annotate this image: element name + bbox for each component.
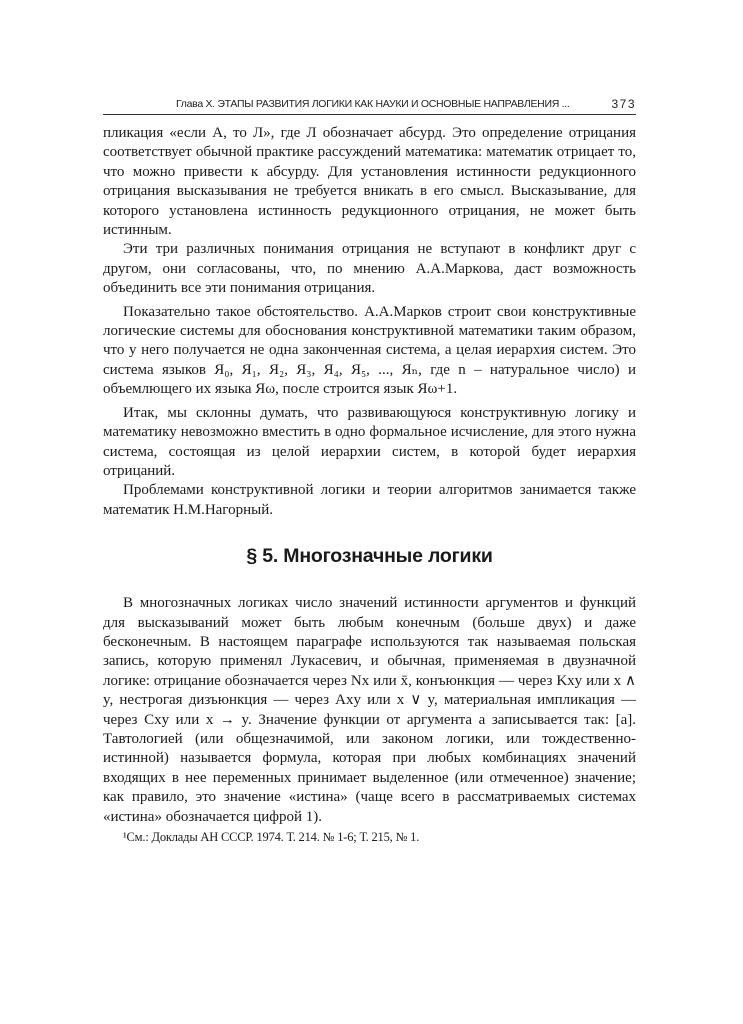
page-body [103, 124, 636, 846]
paragraph-1: пликация «если А, то Л», где Л обозначает абсурд. Это определение отрицания соответствует обычной практике рассуждений математика: математик отрицает то, что можно привести к абсурду. Для установления истинности редукционного отрицания высказывания не требуется вникать в его смысл. Высказывание, для которого установлена истинность редукционного отрицания, не может быть истинным. [103, 125, 636, 239]
paragraph-4: Итак, мы склонны думать, что развивающуюся конструктивную логику и математику невозможно вместить в одно формальное исчисление, для этого нужна система, состоящая из целой иерархии систем, в которой будет иерархия отрицаний. [103, 404, 636, 479]
section-paragraph: В многозначных логиках число значений истинности аргументов и функций для высказываний может быть любым конечным (больше двух) и даже бесконечным. В настоящем параграфе используются так называемая польская запись, которую применял Лукасевич, и обычная, применяемая в двузначной логике: отрицание обозначается через Nx или x̄, конъюнкция — через Kxy или x ∧ y, нестрогая дизъюнкция — через Axy или x ∨ y, материальная импликация — через Cxy или x → y. Значение функции от аргумента a записывается так: [a]. Тавтологией (или общезначимой, или законом логики, или тождественно-истинной) называется формула, которая при любых комбинациях значений входящих в нее переменных принимает выделенное (или отмеченное) значение; как правило, это значение «истина» (чаще всего в рассматриваемых системах «истина» обозначается цифрой 1). [103, 595, 636, 825]
paragraph-3: Показательно такое обстоятельство. А.А.Марков строит свои конструктивные логические системы для обоснования конструктивной математики таким образом, что у него получается не одна законченная система, а целая иерархия систем. Это система языков Я₀, Я₁, Я₂, Я₃, Я₄, Я₅, ..., Яₙ, где n – натуральное число) и объемлющего их языка Яω, после строится язык Яω+1. [103, 303, 636, 398]
footnote: ¹См.: Доклады АН СССР. 1974. Т. 214. № 1-6; Т. 215, № 1. [123, 830, 420, 844]
paragraph-2: Эти три различных понимания отрицания не вступают в конфликт друг с другом, они согласованы, что, по мнению А.А.Маркова, даст возможность объединить все эти понимания отрицания. [103, 241, 636, 297]
section-heading: § 5. Многозначные логики [246, 545, 493, 568]
running-header [103, 96, 636, 115]
running-title: Глава X. ЭТАПЫ РАЗВИТИЯ ЛОГИКИ КАК НАУКИ И ОСНОВНЫЕ НАПРАВЛЕНИЯ ... [176, 98, 570, 110]
paragraph-5: Проблемами конструктивной логики и теории алгоритмов занимается также математик Н.М.Нагорный. [103, 482, 636, 518]
page-number: 373 [611, 97, 636, 111]
